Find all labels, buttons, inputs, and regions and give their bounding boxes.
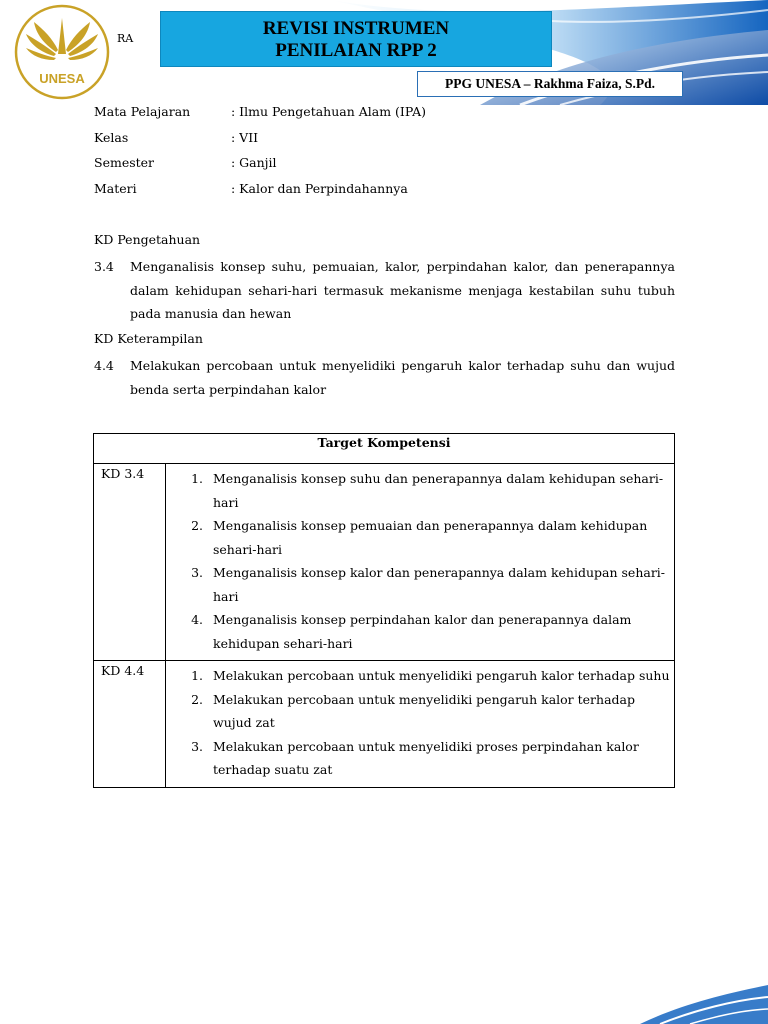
item-text: Menganalisis konsep suhu dan penerapannya dalam kehidupan sehari-hari bbox=[213, 471, 664, 510]
list-item bbox=[167, 688, 673, 735]
logo-text: UNESA bbox=[39, 71, 85, 86]
item-number: 2. bbox=[191, 691, 203, 707]
info-value: : Kalor dan Perpindahannya bbox=[231, 180, 408, 196]
kd-cell: KD 3.4 bbox=[94, 464, 166, 661]
kd-text: Melakukan percobaan untuk menyelidiki pengaruh kalor terhadap suhu dan wujud benda serta perpindahan kalor bbox=[130, 358, 675, 397]
kd-text: Menganalisis konsep suhu, pemuaian, kalor, perpindahan kalor, dan penerapannya dalam kehidupan sehari-hari termasuk mekanisme menjaga kestabilan suhu tubuh pada manusia dan hewan bbox=[130, 259, 675, 321]
item-number: 1. bbox=[191, 471, 203, 486]
list-item bbox=[167, 561, 673, 608]
table-row bbox=[94, 661, 675, 788]
info-row bbox=[94, 129, 426, 155]
table-header: Target Kompetensi bbox=[94, 434, 675, 464]
list-item bbox=[167, 608, 673, 655]
target-list bbox=[167, 662, 673, 786]
subject-info bbox=[94, 103, 426, 205]
author-label: PPG UNESA – Rakhma Faiza, S.Pd. bbox=[417, 71, 683, 97]
info-row bbox=[94, 180, 426, 206]
footer-wave-decoration bbox=[640, 985, 768, 1024]
info-value: : Ilmu Pengetahuan Alam (IPA) bbox=[231, 104, 427, 119]
item-text: Menganalisis konsep pemuaian dan penerapannya dalam kehidupan sehari-hari bbox=[213, 518, 648, 557]
info-label: Mata Pelajaran bbox=[94, 104, 191, 119]
info-row bbox=[94, 103, 426, 129]
item-number: 2. bbox=[191, 518, 203, 533]
target-list-cell bbox=[166, 464, 675, 661]
info-label: Semester bbox=[94, 155, 155, 170]
corner-text: RA bbox=[117, 32, 134, 45]
kd-pengetahuan-item bbox=[94, 255, 675, 326]
target-list bbox=[167, 465, 673, 659]
item-text: Menganalisis konsep kalor dan penerapannya dalam kehidupan sehari-hari bbox=[213, 565, 666, 604]
table-header-row bbox=[94, 434, 675, 464]
item-text: Melakukan percobaan untuk menyelidiki pengaruh kalor terhadap suhu bbox=[213, 668, 670, 683]
kd-number: 4.4 bbox=[94, 358, 114, 373]
info-value: : VII bbox=[231, 129, 259, 145]
item-number: 1. bbox=[191, 668, 203, 683]
title-line-1: REVISI INSTRUMEN bbox=[262, 18, 450, 39]
target-kompetensi-table bbox=[93, 433, 675, 788]
kd-keterampilan-heading: KD Keterampilan bbox=[94, 331, 203, 346]
info-value: : Ganjil bbox=[231, 155, 277, 170]
table-row bbox=[94, 464, 675, 661]
item-text: Melakukan percobaan untuk menyelidiki pengaruh kalor terhadap wujud zat bbox=[213, 691, 635, 730]
document-title bbox=[160, 11, 552, 67]
kd-cell: KD 4.4 bbox=[94, 661, 166, 788]
kd-keterampilan-item bbox=[94, 354, 675, 401]
list-item bbox=[167, 735, 673, 782]
list-item bbox=[167, 514, 673, 561]
info-label: Kelas bbox=[94, 129, 129, 145]
target-list-cell bbox=[166, 661, 675, 788]
info-row bbox=[94, 154, 426, 180]
item-text: Menganalisis konsep perpindahan kalor dan penerapannya dalam kehidupan sehari-hari bbox=[213, 612, 632, 651]
item-number: 3. bbox=[191, 738, 203, 754]
unesa-logo bbox=[14, 4, 110, 100]
kd-number: 3.4 bbox=[94, 259, 114, 274]
title-line-2: PENILAIAN RPP 2 bbox=[275, 40, 437, 61]
kd-pengetahuan-heading: KD Pengetahuan bbox=[94, 232, 201, 247]
item-number: 3. bbox=[191, 565, 203, 580]
item-number: 4. bbox=[191, 612, 203, 627]
info-label: Materi bbox=[94, 180, 137, 196]
list-item bbox=[167, 467, 673, 514]
list-item bbox=[167, 664, 673, 688]
item-text: Melakukan percobaan untuk menyelidiki proses perpindahan kalor terhadap suatu zat bbox=[213, 738, 639, 777]
